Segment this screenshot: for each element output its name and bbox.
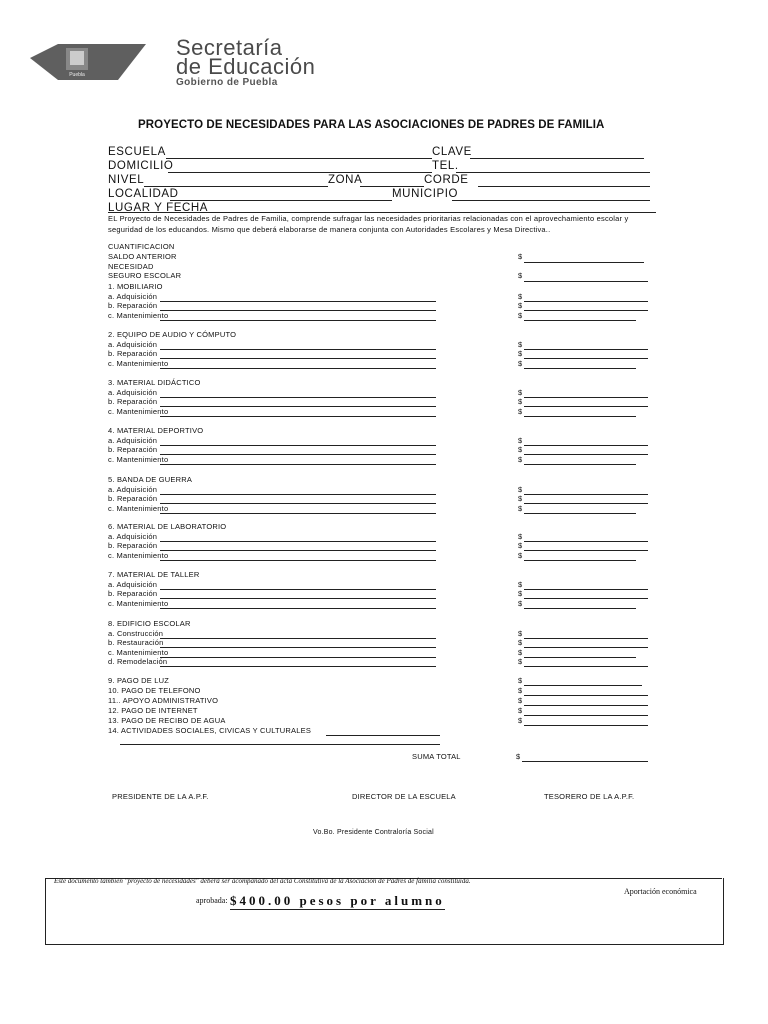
field-nivel[interactable]: [144, 186, 328, 187]
signature-tesorero: TESORERO DE LA A.P.F.: [544, 792, 635, 801]
section-item-label: a. Adquisición: [108, 291, 158, 301]
section-item-currency: $: [518, 638, 523, 647]
currency-saldo: $: [518, 252, 523, 261]
label-necesidad: NECESIDAD: [108, 262, 154, 271]
section-item-label: c. Mantenimiento: [108, 503, 169, 513]
section-item-amount-field[interactable]: [524, 657, 636, 658]
section-item-description-field[interactable]: [160, 541, 436, 542]
signature-presidente: PRESIDENTE DE LA A.P.F.: [112, 792, 209, 801]
section-item-label: c. Mantenimiento: [108, 550, 169, 560]
section-item-currency: $: [518, 454, 523, 464]
section-item-description-field[interactable]: [160, 349, 436, 350]
label-lugar-fecha: LUGAR Y FECHA: [108, 202, 209, 214]
field-corde[interactable]: [478, 186, 650, 187]
section-item-amount-field[interactable]: [524, 397, 648, 398]
field-domicilio[interactable]: [168, 172, 432, 173]
section-title: 2. EQUIPO DE AUDIO Y CÓMPUTO: [108, 330, 237, 339]
label-saldo-anterior: SALDO ANTERIOR: [108, 252, 177, 261]
section-item-label: b. Reparación: [108, 301, 158, 310]
note-aprobada: aprobada:: [196, 896, 228, 905]
section-item-amount-field[interactable]: [524, 358, 648, 359]
section-title: 7. MATERIAL DE TALLER: [108, 570, 200, 579]
section-item-amount-field[interactable]: [524, 310, 648, 311]
section-item-label: a. Adquisición: [108, 579, 158, 589]
section-item-currency: $: [518, 494, 523, 503]
section-item-amount-field[interactable]: [524, 368, 636, 369]
section-item-currency: $: [518, 484, 523, 494]
section-item-label: c. Mantenimiento: [108, 406, 169, 416]
section-item-label: a. Adquisición: [108, 339, 158, 349]
emblem-caption: Puebla: [69, 72, 85, 78]
section-item-description-field[interactable]: [160, 320, 436, 321]
section-title: 4. MATERIAL DEPORTIVO: [108, 426, 204, 435]
section-title: 1. MOBILIARIO: [108, 282, 163, 291]
section-item-label: b. Reparación: [108, 349, 158, 358]
section-item-currency: $: [518, 339, 523, 349]
section-item-label: a. Adquisición: [108, 484, 158, 494]
section-item-label: a. Adquisición: [108, 387, 158, 397]
section-item-description-field[interactable]: [160, 406, 436, 407]
label-zona: ZONA: [328, 174, 363, 186]
section-item-amount-field[interactable]: [524, 638, 648, 639]
amount-saldo-anterior[interactable]: [524, 262, 644, 263]
section-item-amount-field[interactable]: [524, 589, 648, 590]
section-item-description-field[interactable]: [160, 513, 436, 514]
section-item-currency: $: [518, 541, 523, 550]
section-title: 5. BANDA DE GUERRA: [108, 475, 193, 484]
section-item-currency: $: [518, 579, 523, 589]
field-actividades-extra[interactable]: [120, 744, 440, 745]
other-item-label: 10. PAGO DE TELEFONO: [108, 686, 201, 695]
other-item-amount-field[interactable]: [524, 705, 648, 706]
section-item-description-field[interactable]: [160, 310, 436, 311]
section-item-currency: $: [518, 589, 523, 598]
section-item-description-field[interactable]: [160, 638, 436, 639]
section-item-label: b. Reparación: [108, 445, 158, 454]
section-item-label: a. Construcción: [108, 628, 164, 638]
section-item-amount-field[interactable]: [524, 320, 636, 321]
section-item-amount-field[interactable]: [524, 301, 648, 302]
section-item-description-field[interactable]: [160, 301, 436, 302]
section-item-description-field[interactable]: [160, 397, 436, 398]
section-item-label: c. Mantenimiento: [108, 358, 169, 368]
section-item-label: c. Mantenimiento: [108, 598, 169, 608]
section-item-amount-field[interactable]: [524, 464, 636, 465]
other-item-amount-field[interactable]: [524, 715, 648, 716]
currency-seguro: $: [518, 271, 523, 280]
section-item-label: a. Adquisición: [108, 435, 158, 445]
other-item-currency: $: [518, 676, 523, 685]
section-item-currency: $: [518, 550, 523, 560]
field-clave[interactable]: [470, 158, 644, 159]
section-item-description-field[interactable]: [160, 464, 436, 465]
other-item-currency: $: [518, 716, 523, 725]
section-item-currency: $: [518, 647, 523, 657]
section-item-currency: $: [518, 387, 523, 397]
section-item-amount-field[interactable]: [524, 454, 648, 455]
label-nivel: NIVEL: [108, 174, 145, 186]
field-localidad[interactable]: [170, 200, 392, 201]
label-corde: CORDE: [424, 174, 469, 186]
amount-suma-total[interactable]: [522, 761, 648, 762]
label-suma-total: SUMA TOTAL: [412, 752, 461, 761]
section-item-description-field[interactable]: [160, 368, 436, 369]
section-item-amount-field[interactable]: [524, 416, 636, 417]
section-item-amount-field[interactable]: [524, 608, 636, 609]
section-item-amount-field[interactable]: [524, 541, 648, 542]
label-cuantificacion: CUANTIFICACION: [108, 242, 175, 251]
document-title: PROYECTO DE NECESIDADES PARA LAS ASOCIACIONES DE PADRES DE FAMILIA: [138, 119, 605, 131]
field-municipio[interactable]: [452, 200, 650, 201]
note-box: [45, 878, 724, 945]
section-item-label: d. Remodelación: [108, 657, 168, 666]
note-text: Este documento también "proyecto de necesidades" deberá ser acompañado del acta Constitutiva de la Asociación de Padres de familia constituida.: [54, 877, 471, 885]
other-item-currency: $: [518, 706, 523, 715]
section-item-description-field[interactable]: [160, 589, 436, 590]
aportacion-amount: $400.00 pesos por alumno: [230, 893, 445, 908]
section-item-amount-field[interactable]: [524, 647, 648, 648]
section-item-label: c. Mantenimiento: [108, 310, 169, 320]
signature-director: DIRECTOR DE LA ESCUELA: [352, 792, 456, 801]
section-item-currency: $: [518, 531, 523, 541]
logo-line-1: Secretaría: [176, 35, 283, 60]
section-item-description-field[interactable]: [160, 494, 436, 495]
logo-wordmark: [176, 35, 316, 79]
label-seguro-escolar: SEGURO ESCOLAR: [108, 271, 182, 280]
section-item-amount-field[interactable]: [524, 445, 648, 446]
other-item-label: 14. ACTIVIDADES SOCIALES, CIVICAS Y CULTURALES: [108, 726, 312, 735]
label-tel: TEL.: [432, 160, 459, 172]
label-clave: CLAVE: [432, 146, 472, 158]
section-item-amount-field[interactable]: [524, 666, 648, 667]
section-item-description-field[interactable]: [160, 647, 436, 648]
section-item-amount-field[interactable]: [524, 598, 648, 599]
section-title: 8. EDIFICIO ESCOLAR: [108, 619, 191, 628]
section-item-currency: $: [518, 657, 523, 666]
section-item-amount-field[interactable]: [524, 406, 648, 407]
section-item-amount-field[interactable]: [524, 494, 648, 495]
section-item-amount-field[interactable]: [524, 550, 648, 551]
label-domicilio: DOMICILIO: [108, 160, 174, 172]
section-item-label: a. Adquisición: [108, 531, 158, 541]
note-aportacion: Aportación económica: [624, 887, 697, 896]
section-item-currency: $: [518, 435, 523, 445]
section-item-currency: $: [518, 445, 523, 454]
section-item-currency: $: [518, 349, 523, 358]
section-item-description-field[interactable]: [160, 416, 436, 417]
section-item-description-field[interactable]: [160, 598, 436, 599]
section-item-description-field[interactable]: [160, 657, 436, 658]
label-escuela: ESCUELA: [108, 146, 166, 158]
section-item-currency: $: [518, 291, 523, 301]
section-item-description-field[interactable]: [160, 358, 436, 359]
section-item-amount-field[interactable]: [524, 560, 636, 561]
section-item-label: b. Reparación: [108, 494, 158, 503]
other-item-amount-field[interactable]: [524, 725, 648, 726]
section-item-currency: $: [518, 310, 523, 320]
secretaria-logo-emblem: [30, 44, 146, 80]
section-item-label: b. Restauración: [108, 638, 164, 647]
other-item-label: 9. PAGO DE LUZ: [108, 676, 170, 685]
section-item-label: b. Reparación: [108, 541, 158, 550]
signature-vobo: Vo.Bo. Presidente Contraloría Social: [313, 829, 434, 836]
section-item-description-field[interactable]: [160, 608, 436, 609]
section-title: 6. MATERIAL DE LABORATORIO: [108, 522, 227, 531]
section-item-label: b. Reparación: [108, 397, 158, 406]
section-item-currency: $: [518, 598, 523, 608]
other-item-amount-field[interactable]: [524, 685, 642, 686]
amount-seguro-escolar[interactable]: [524, 281, 648, 282]
section-item-description-field[interactable]: [160, 503, 436, 504]
section-item-currency: $: [518, 406, 523, 416]
section-item-description-field[interactable]: [160, 550, 436, 551]
section-item-label: b. Reparación: [108, 589, 158, 598]
section-item-currency: $: [518, 358, 523, 368]
section-item-currency: $: [518, 397, 523, 406]
intro-paragraph: EL Proyecto de Necesidades de Padres de Familia, comprende sufragar las necesidades prioritarias relacionadas con el aprovechamiento escolar y seguridad de los educandos. Mismo que deberá elaborarse de manera conjunta con Autoridades Escolares y Mesa Directiva..: [108, 212, 656, 235]
label-localidad: LOCALIDAD: [108, 188, 179, 200]
section-item-amount-field[interactable]: [524, 513, 636, 514]
logo-subtitle: Gobierno de Puebla: [176, 77, 278, 88]
section-item-currency: $: [518, 301, 523, 310]
section-item-currency: $: [518, 628, 523, 638]
other-item-label: 12. PAGO DE INTERNET: [108, 706, 198, 715]
section-item-currency: $: [518, 503, 523, 513]
section-item-amount-field[interactable]: [524, 349, 648, 350]
label-municipio: MUNICIPIO: [392, 188, 459, 200]
field-tel[interactable]: [456, 172, 650, 173]
other-item-label: 13. PAGO DE RECIBO DE AGUA: [108, 716, 226, 725]
section-item-description-field[interactable]: [160, 666, 436, 667]
other-item-currency: $: [518, 696, 523, 705]
section-item-label: c. Mantenimiento: [108, 647, 169, 657]
other-item-currency: $: [518, 686, 523, 695]
currency-suma: $: [516, 752, 521, 761]
section-item-description-field[interactable]: [160, 445, 436, 446]
other-item-amount-field[interactable]: [524, 695, 648, 696]
field-escuela[interactable]: [166, 158, 432, 159]
field-zona[interactable]: [360, 186, 424, 187]
other-item-label: 11.. APOYO ADMINISTRATIVO: [108, 696, 219, 705]
section-item-description-field[interactable]: [160, 454, 436, 455]
section-item-label: c. Mantenimiento: [108, 454, 169, 464]
section-item-amount-field[interactable]: [524, 503, 648, 504]
section-title: 3. MATERIAL DIDÁCTICO: [108, 378, 201, 387]
logo-line-2: de Educación: [176, 54, 316, 79]
section-item-description-field[interactable]: [160, 560, 436, 561]
other-item-description-field[interactable]: [326, 735, 440, 736]
